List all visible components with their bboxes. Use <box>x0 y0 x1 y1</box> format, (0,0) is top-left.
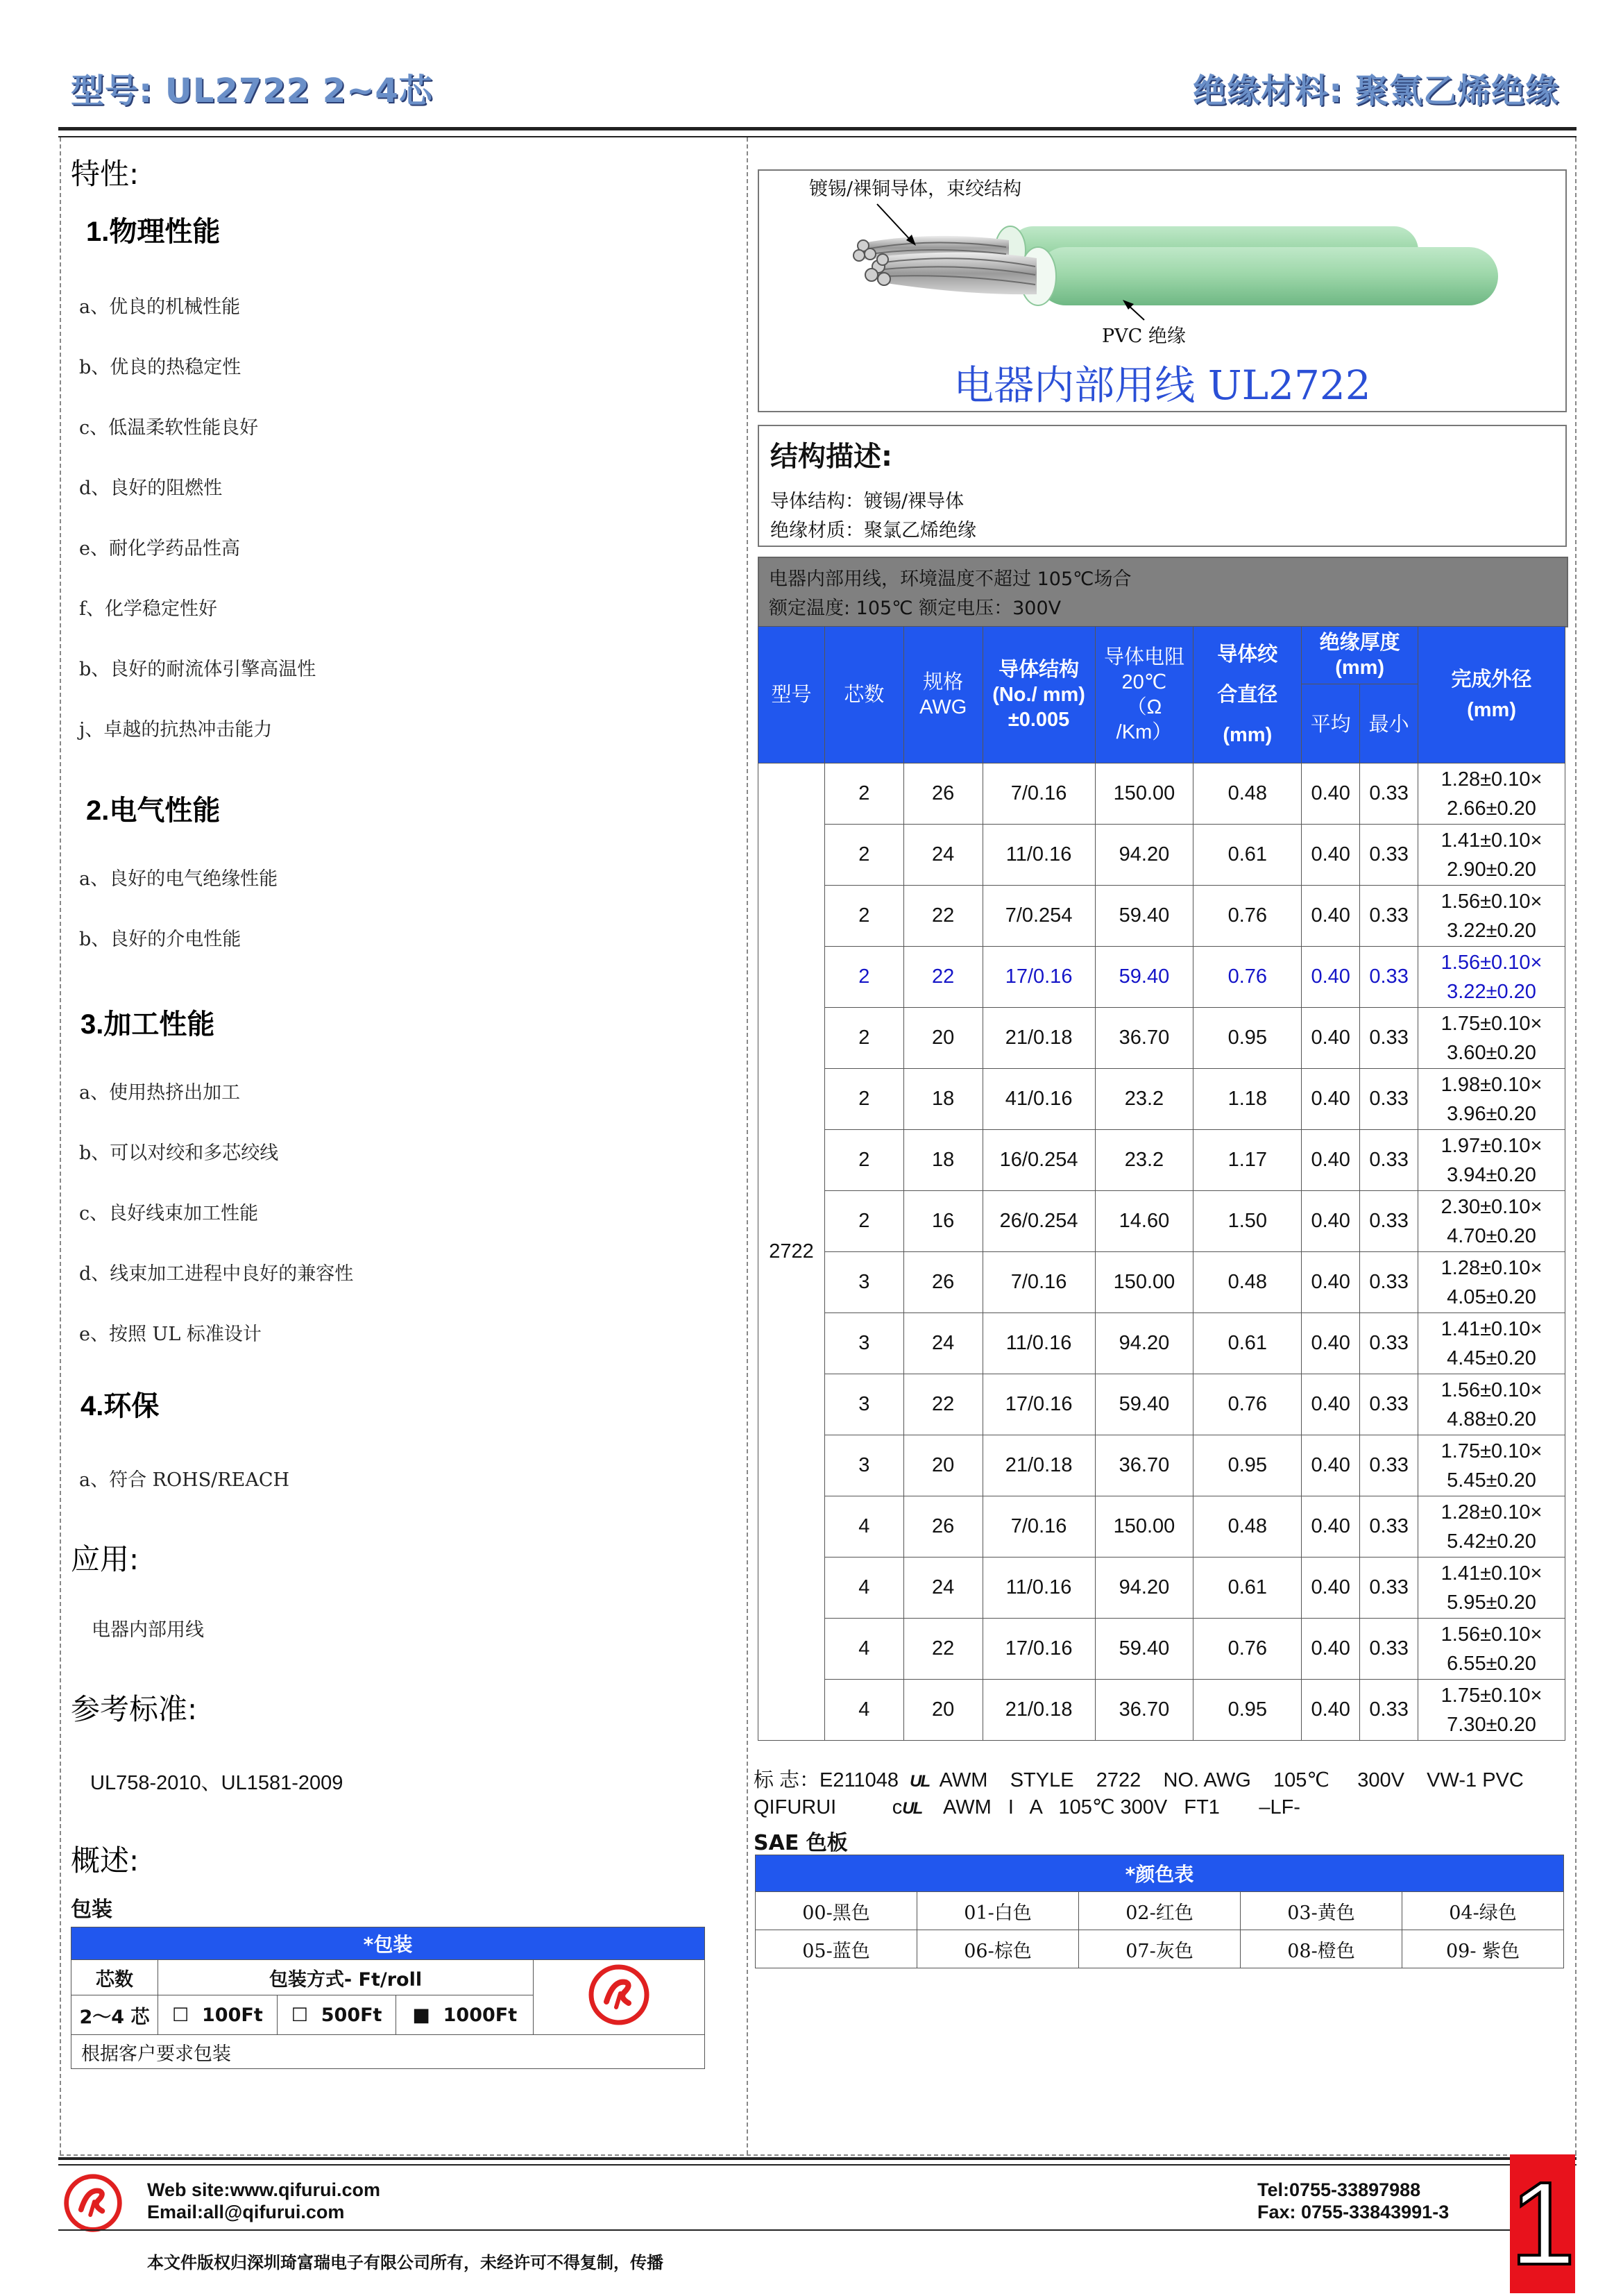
spec-cell-res: 36.70 <box>1095 1680 1193 1741</box>
feature-item: d、线束加工进程中良好的兼容性 <box>79 1263 354 1285</box>
color-table-title: *颜色表 <box>756 1855 1564 1892</box>
footer-website[interactable]: Web site:www.qifurui.com <box>147 2179 381 2200</box>
od-line-2: 5.45±0.20 <box>1447 1469 1536 1492</box>
spec-cell-avg: 0.40 <box>1302 1008 1360 1069</box>
spec-cell-cores: 2 <box>824 886 903 947</box>
color-cell: 08-橙色 <box>1241 1930 1402 1968</box>
spec-table <box>758 626 1565 1741</box>
spec-cell-od <box>1418 1374 1565 1435</box>
frame-middle <box>747 137 748 2154</box>
marking-line-1: 标 志：E211048 UL AWM STYLE 2722 NO. AWG 105℃ 300V VW-1 PVC <box>754 1769 1524 1791</box>
spec-cell-min: 0.33 <box>1360 1313 1418 1374</box>
pack-option-500: ☐ 500Ft <box>277 1995 396 2035</box>
spec-cell-dia: 0.48 <box>1193 1496 1302 1558</box>
overview-title: 概述: <box>71 1843 139 1877</box>
feature-item: a、符合 ROHS/REACH <box>79 1469 290 1491</box>
spec-cell-structure: 7/0.16 <box>983 1252 1095 1313</box>
spec-cell-avg: 0.40 <box>1302 763 1360 825</box>
od-line-1: 1.28±0.10× <box>1441 1501 1543 1523</box>
spec-cell-min: 0.33 <box>1360 1680 1418 1741</box>
spec-cell-cores: 2 <box>824 1130 903 1191</box>
spec-cell-cores: 4 <box>824 1496 903 1558</box>
spec-cell-avg: 0.40 <box>1302 1069 1360 1130</box>
spec-cell-od <box>1418 763 1565 825</box>
spec-cell-awg: 24 <box>903 1313 983 1374</box>
spec-cell-awg: 26 <box>903 1252 983 1313</box>
spec-cell-avg: 0.40 <box>1302 1435 1360 1496</box>
spec-cell-cores: 2 <box>824 1069 903 1130</box>
od-line-1: 1.28±0.10× <box>1441 1256 1543 1279</box>
spec-cell-cores: 3 <box>824 1252 903 1313</box>
feature-item: d、良好的阻燃性 <box>79 478 223 499</box>
rating-values: 额定温度: 105℃ 额定电压：300V <box>769 598 1062 619</box>
spec-cell-avg: 0.40 <box>1302 825 1360 886</box>
footer-fax: Fax: 0755-33843991-3 <box>1257 2202 1450 2222</box>
spec-cell-avg: 0.40 <box>1302 947 1360 1008</box>
cable-insulation-front <box>1037 247 1498 305</box>
spec-cell-min: 0.33 <box>1360 1558 1418 1619</box>
footer-tel: Tel:0755-33897988 <box>1257 2179 1421 2200</box>
spec-cell-od <box>1418 1313 1565 1374</box>
spec-cell-od <box>1418 825 1565 886</box>
spec-cell-structure: 7/0.16 <box>983 1496 1095 1558</box>
spec-cell-min: 0.33 <box>1360 1008 1418 1069</box>
spec-cell-awg: 20 <box>903 1680 983 1741</box>
spec-cell-awg: 20 <box>903 1008 983 1069</box>
color-cell: 02-红色 <box>1079 1892 1241 1930</box>
header-rule <box>58 127 1577 130</box>
pack-logo-cell <box>534 1960 705 2035</box>
spec-cell-dia: 0.76 <box>1193 886 1302 947</box>
spec-row <box>758 886 1565 947</box>
pack-option-100: ☐ 100Ft <box>158 1995 278 2035</box>
spec-row <box>758 1008 1565 1069</box>
conductor-structure: 导体结构：镀锡/裸导体 <box>770 491 965 512</box>
th-od: 完成外径 (mm) <box>1418 627 1565 763</box>
feature-item: a、使用热挤出加工 <box>79 1082 241 1104</box>
spec-cell-cores: 2 <box>824 1008 903 1069</box>
structure-box <box>758 425 1567 547</box>
conductor-arrow <box>877 204 913 243</box>
spec-row <box>758 1069 1565 1130</box>
th-structure: 导体结构 (No./ mm) ±0.005 <box>983 627 1095 763</box>
spec-row <box>758 1619 1565 1680</box>
standard-title: 参考标准: <box>71 1692 198 1726</box>
spec-cell-min: 0.33 <box>1360 1435 1418 1496</box>
spec-cell-avg: 0.40 <box>1302 886 1360 947</box>
processing-heading: 3.加工性能 <box>80 1008 215 1040</box>
spec-cell-res: 36.70 <box>1095 1435 1193 1496</box>
od-line-1: 2.30±0.10× <box>1441 1195 1543 1218</box>
footer-rule <box>58 2157 1577 2160</box>
od-line-1: 1.75±0.10× <box>1441 1440 1543 1462</box>
spec-row <box>758 1435 1565 1496</box>
feature-item: c、良好线束加工性能 <box>79 1203 259 1224</box>
spec-cell-min: 0.33 <box>1360 1252 1418 1313</box>
spec-cell-min: 0.33 <box>1360 1191 1418 1252</box>
spec-cell-structure: 26/0.254 <box>983 1191 1095 1252</box>
od-line-1: 1.98±0.10× <box>1441 1073 1543 1096</box>
spec-cell-structure: 17/0.16 <box>983 1374 1095 1435</box>
spec-cell-od <box>1418 1496 1565 1558</box>
spec-cell-min: 0.33 <box>1360 1130 1418 1191</box>
packing-table-title: *包装 <box>71 1927 705 1960</box>
spec-cell-awg: 26 <box>903 763 983 825</box>
feature-item: c、低温柔软性能良好 <box>79 417 259 439</box>
checkbox-empty-icon: ☐ <box>171 2004 189 2026</box>
th-min: 最小 <box>1360 684 1418 763</box>
spec-cell-avg: 0.40 <box>1302 1619 1360 1680</box>
spec-cell-cores: 4 <box>824 1558 903 1619</box>
pack-col-cores: 芯数 <box>71 1960 158 1995</box>
feature-item: b、良好的耐流体引擎高温性 <box>79 659 316 680</box>
spec-cell-awg: 22 <box>903 886 983 947</box>
pack-option-1000: ■ 1000Ft <box>396 1995 534 2035</box>
spec-cell-dia: 0.76 <box>1193 1619 1302 1680</box>
spec-cell-res: 23.2 <box>1095 1069 1193 1130</box>
spec-cell-cores: 4 <box>824 1680 903 1741</box>
checkbox-filled-icon: ■ <box>412 2004 430 2026</box>
insulation-label: PVC 绝缘 <box>1102 326 1186 347</box>
spec-cell-res: 94.20 <box>1095 1558 1193 1619</box>
spec-cell-awg: 16 <box>903 1191 983 1252</box>
pack-note: 根据客户要求包装 <box>71 2035 705 2069</box>
page-number-box <box>1510 2154 1575 2293</box>
spec-cell-dia: 0.61 <box>1193 1558 1302 1619</box>
spec-row <box>758 1558 1565 1619</box>
spec-cell-dia: 1.17 <box>1193 1130 1302 1191</box>
spec-cell-avg: 0.40 <box>1302 1252 1360 1313</box>
spec-cell-cores: 2 <box>824 763 903 825</box>
spec-row <box>758 1252 1565 1313</box>
spec-cell-awg: 18 <box>903 1130 983 1191</box>
spec-cell-od <box>1418 947 1565 1008</box>
feature-item: a、良好的电气绝缘性能 <box>79 868 278 890</box>
spec-cell-structure: 11/0.16 <box>983 825 1095 886</box>
od-line-2: 6.55±0.20 <box>1447 1652 1536 1675</box>
standard-text: UL758-2010、UL1581-2009 <box>90 1772 343 1794</box>
application-title: 应用: <box>71 1542 139 1576</box>
spec-cell-dia: 0.95 <box>1193 1680 1302 1741</box>
th-thickness: 绝缘厚度 (mm) <box>1302 627 1418 684</box>
frame-left <box>60 137 61 2154</box>
spec-cell-dia: 0.61 <box>1193 825 1302 886</box>
spec-cell-res: 36.70 <box>1095 1008 1193 1069</box>
od-line-1: 1.56±0.10× <box>1441 1378 1543 1401</box>
od-line-1: 1.97±0.10× <box>1441 1134 1543 1157</box>
spec-cell-min: 0.33 <box>1360 1496 1418 1558</box>
frame-bottom <box>60 2154 1577 2156</box>
checkbox-empty-icon: ☐ <box>291 2004 308 2026</box>
ul-mark-icon: UL <box>910 1772 930 1791</box>
spec-cell-structure: 11/0.16 <box>983 1313 1095 1374</box>
spec-cell-od <box>1418 1008 1565 1069</box>
spec-cell-avg: 0.40 <box>1302 1313 1360 1374</box>
spec-cell-cores: 3 <box>824 1435 903 1496</box>
spec-cell-structure: 21/0.18 <box>983 1680 1095 1741</box>
spec-cell-structure: 41/0.16 <box>983 1069 1095 1130</box>
od-line-1: 1.41±0.10× <box>1441 829 1543 852</box>
spec-cell-structure: 21/0.18 <box>983 1008 1095 1069</box>
spec-cell-cores: 3 <box>824 1313 903 1374</box>
spec-cell-avg: 0.40 <box>1302 1496 1360 1558</box>
spec-cell-dia: 0.76 <box>1193 1374 1302 1435</box>
od-line-2: 5.42±0.20 <box>1447 1530 1536 1553</box>
spec-cell-od <box>1418 1130 1565 1191</box>
spec-cell-min: 0.33 <box>1360 1374 1418 1435</box>
od-line-2: 4.05±0.20 <box>1447 1285 1536 1308</box>
electrical-heading: 2.电气性能 <box>86 795 221 827</box>
spec-cell-res: 59.40 <box>1095 886 1193 947</box>
conductor-label: 镀锡/裸铜导体，束绞结构 <box>809 178 1022 200</box>
rating-box <box>758 557 1568 627</box>
spec-cell-dia: 0.95 <box>1193 1008 1302 1069</box>
spec-cell-res: 94.20 <box>1095 825 1193 886</box>
model-title: 型号: UL2722 2~4芯 <box>71 71 433 110</box>
spec-cell-res: 23.2 <box>1095 1130 1193 1191</box>
color-cell: 04-绿色 <box>1402 1892 1564 1930</box>
spec-cell-cores: 2 <box>824 947 903 1008</box>
spec-cell-min: 0.33 <box>1360 947 1418 1008</box>
spec-cell-structure: 7/0.254 <box>983 886 1095 947</box>
spec-cell-dia: 1.18 <box>1193 1069 1302 1130</box>
physical-heading: 1.物理性能 <box>86 216 221 248</box>
feature-item: j、卓越的抗热冲击能力 <box>79 719 273 741</box>
spec-cell-awg: 22 <box>903 947 983 1008</box>
spec-cell-awg: 26 <box>903 1496 983 1558</box>
application-text: 电器内部用线 <box>92 1619 204 1641</box>
od-line-2: 4.45±0.20 <box>1447 1347 1536 1369</box>
spec-row <box>758 1130 1565 1191</box>
footer-email[interactable]: Email:all@qifurui.com <box>147 2202 345 2222</box>
spec-cell-od <box>1418 886 1565 947</box>
spec-row <box>758 1191 1565 1252</box>
marking-line-2: QIFURUI cUL AWM I A 105℃ 300V FT1 –LF- <box>754 1796 1300 1818</box>
structure-title: 结构描述: <box>770 441 892 473</box>
spec-row <box>758 1374 1565 1435</box>
spec-cell-dia: 0.48 <box>1193 1252 1302 1313</box>
spec-cell-avg: 0.40 <box>1302 1374 1360 1435</box>
eco-heading: 4.环保 <box>80 1390 160 1422</box>
spec-cell-res: 94.20 <box>1095 1313 1193 1374</box>
feature-item: b、可以对绞和多芯绞线 <box>79 1142 279 1164</box>
material-title: 绝缘材料: 聚氯乙烯绝缘 <box>1193 71 1559 110</box>
packing-label: 包装 <box>71 1898 112 1922</box>
page-number: 1 <box>1510 2158 1576 2290</box>
spec-cell-awg: 24 <box>903 1558 983 1619</box>
sae-title: SAE 色板 <box>754 1831 848 1855</box>
spec-cell-res: 59.40 <box>1095 947 1193 1008</box>
rating-usage: 电器内部用线，环境温度不超过 105℃场合 <box>769 568 1132 590</box>
footer-logo-icon <box>61 2171 125 2235</box>
spec-cell-cores: 3 <box>824 1374 903 1435</box>
spec-cell-min: 0.33 <box>1360 763 1418 825</box>
spec-cell-cores: 4 <box>824 1619 903 1680</box>
spec-cell-awg: 22 <box>903 1619 983 1680</box>
od-line-1: 1.56±0.10× <box>1441 951 1543 974</box>
spec-cell-dia: 0.61 <box>1193 1313 1302 1374</box>
color-cell: 06-棕色 <box>917 1930 1079 1968</box>
cable-figure-box <box>758 169 1567 412</box>
spec-row <box>758 1680 1565 1741</box>
od-line-2: 2.90±0.20 <box>1447 858 1536 881</box>
feature-item: f、化学稳定性好 <box>79 598 217 620</box>
company-logo-icon <box>586 1961 652 2028</box>
spec-cell-min: 0.33 <box>1360 825 1418 886</box>
color-cell: 09- 紫色 <box>1402 1930 1564 1968</box>
spec-cell-res: 150.00 <box>1095 1496 1193 1558</box>
od-line-2: 4.88±0.20 <box>1447 1408 1536 1430</box>
spec-cell-awg: 22 <box>903 1374 983 1435</box>
th-stranded-dia: 导体绞 合直径 (mm) <box>1193 627 1302 763</box>
footer-rule-bottom <box>58 2229 1515 2231</box>
od-line-2: 3.96±0.20 <box>1447 1102 1536 1125</box>
color-table <box>755 1855 1564 1968</box>
spec-cell-od <box>1418 1558 1565 1619</box>
od-line-1: 1.75±0.10× <box>1441 1684 1543 1707</box>
color-cell: 01-白色 <box>917 1892 1079 1930</box>
spec-cell-awg: 24 <box>903 825 983 886</box>
color-cell: 00-黑色 <box>756 1892 917 1930</box>
spec-cell-res: 150.00 <box>1095 763 1193 825</box>
od-line-1: 1.28±0.10× <box>1441 768 1543 791</box>
spec-cell-dia: 1.50 <box>1193 1191 1302 1252</box>
footer-rule-thin <box>58 2164 1577 2166</box>
spec-cell-avg: 0.40 <box>1302 1558 1360 1619</box>
spec-model-cell: 2722 <box>758 763 825 1741</box>
packing-table <box>71 1927 705 2069</box>
spec-cell-avg: 0.40 <box>1302 1680 1360 1741</box>
spec-cell-od <box>1418 1069 1565 1130</box>
spec-cell-structure: 21/0.18 <box>983 1435 1095 1496</box>
insulation-material: 绝缘材质：聚氯乙烯绝缘 <box>770 520 976 541</box>
spec-cell-dia: 0.76 <box>1193 947 1302 1008</box>
spec-cell-min: 0.33 <box>1360 1619 1418 1680</box>
spec-cell-structure: 17/0.16 <box>983 947 1095 1008</box>
od-line-2: 3.22±0.20 <box>1447 919 1536 942</box>
pack-cores-value: 2～4 芯 <box>71 1995 158 2035</box>
features-title: 特性: <box>71 157 139 191</box>
header-rule-thin <box>58 136 1577 137</box>
copyright-notice: 本文件版权归深圳琦富瑞电子有限公司所有，未经许可不得复制，传播 <box>147 2253 663 2272</box>
color-cell: 07-灰色 <box>1079 1930 1241 1968</box>
spec-cell-min: 0.33 <box>1360 886 1418 947</box>
spec-cell-avg: 0.40 <box>1302 1191 1360 1252</box>
od-line-1: 1.56±0.10× <box>1441 890 1543 913</box>
spec-cell-min: 0.33 <box>1360 1069 1418 1130</box>
spec-cell-awg: 20 <box>903 1435 983 1496</box>
spec-cell-cores: 2 <box>824 825 903 886</box>
od-line-2: 3.94±0.20 <box>1447 1163 1536 1186</box>
spec-cell-od <box>1418 1619 1565 1680</box>
pack-col-method: 包装方式- Ft/roll <box>158 1960 534 1995</box>
spec-cell-structure: 16/0.254 <box>983 1130 1095 1191</box>
od-line-1: 1.56±0.10× <box>1441 1623 1543 1646</box>
od-line-2: 2.66±0.20 <box>1447 797 1536 820</box>
feature-item: b、优良的热稳定性 <box>79 357 241 378</box>
spec-cell-awg: 18 <box>903 1069 983 1130</box>
color-cell: 05-蓝色 <box>756 1930 917 1968</box>
spec-cell-avg: 0.40 <box>1302 1130 1360 1191</box>
od-line-2: 4.70±0.20 <box>1447 1224 1536 1247</box>
spec-cell-res: 59.40 <box>1095 1619 1193 1680</box>
spec-cell-od <box>1418 1680 1565 1741</box>
th-resistance: 导体电阻 20℃ （Ω /Km） <box>1095 627 1193 763</box>
feature-item: b、良好的介电性能 <box>79 929 241 950</box>
spec-row <box>758 1496 1565 1558</box>
od-line-2: 3.60±0.20 <box>1447 1041 1536 1064</box>
spec-table-body <box>758 763 1565 1741</box>
figure-caption: 电器内部用线 UL2722 <box>953 362 1371 409</box>
th-cores: 芯数 <box>824 627 903 763</box>
feature-item: e、按照 UL 标准设计 <box>79 1324 262 1345</box>
spec-cell-dia: 0.48 <box>1193 763 1302 825</box>
ul-mark-icon: UL <box>902 1799 922 1818</box>
od-line-1: 1.41±0.10× <box>1441 1562 1543 1585</box>
spec-cell-structure: 7/0.16 <box>983 763 1095 825</box>
spec-cell-res: 59.40 <box>1095 1374 1193 1435</box>
spec-cell-od <box>1418 1252 1565 1313</box>
th-avg: 平均 <box>1302 684 1360 763</box>
frame-right <box>1575 137 1577 2154</box>
spec-row <box>758 825 1565 886</box>
spec-row <box>758 763 1565 825</box>
spec-row <box>758 1313 1565 1374</box>
spec-cell-structure: 17/0.16 <box>983 1619 1095 1680</box>
spec-cell-res: 150.00 <box>1095 1252 1193 1313</box>
th-model: 型号 <box>758 627 825 763</box>
spec-cell-dia: 0.95 <box>1193 1435 1302 1496</box>
th-awg: 规格 AWG <box>903 627 983 763</box>
spec-row <box>758 947 1565 1008</box>
feature-item: a、优良的机械性能 <box>79 296 241 318</box>
od-line-2: 3.22±0.20 <box>1447 980 1536 1003</box>
spec-cell-structure: 11/0.16 <box>983 1558 1095 1619</box>
od-line-2: 5.95±0.20 <box>1447 1591 1536 1614</box>
spec-cell-res: 14.60 <box>1095 1191 1193 1252</box>
color-cell: 03-黄色 <box>1241 1892 1402 1930</box>
spec-cell-od <box>1418 1191 1565 1252</box>
spec-cell-od <box>1418 1435 1565 1496</box>
feature-item: e、耐化学药品性高 <box>79 538 240 559</box>
spec-cell-cores: 2 <box>824 1191 903 1252</box>
od-line-1: 1.75±0.10× <box>1441 1012 1543 1035</box>
od-line-1: 1.41±0.10× <box>1441 1317 1543 1340</box>
od-line-2: 7.30±0.20 <box>1447 1713 1536 1736</box>
